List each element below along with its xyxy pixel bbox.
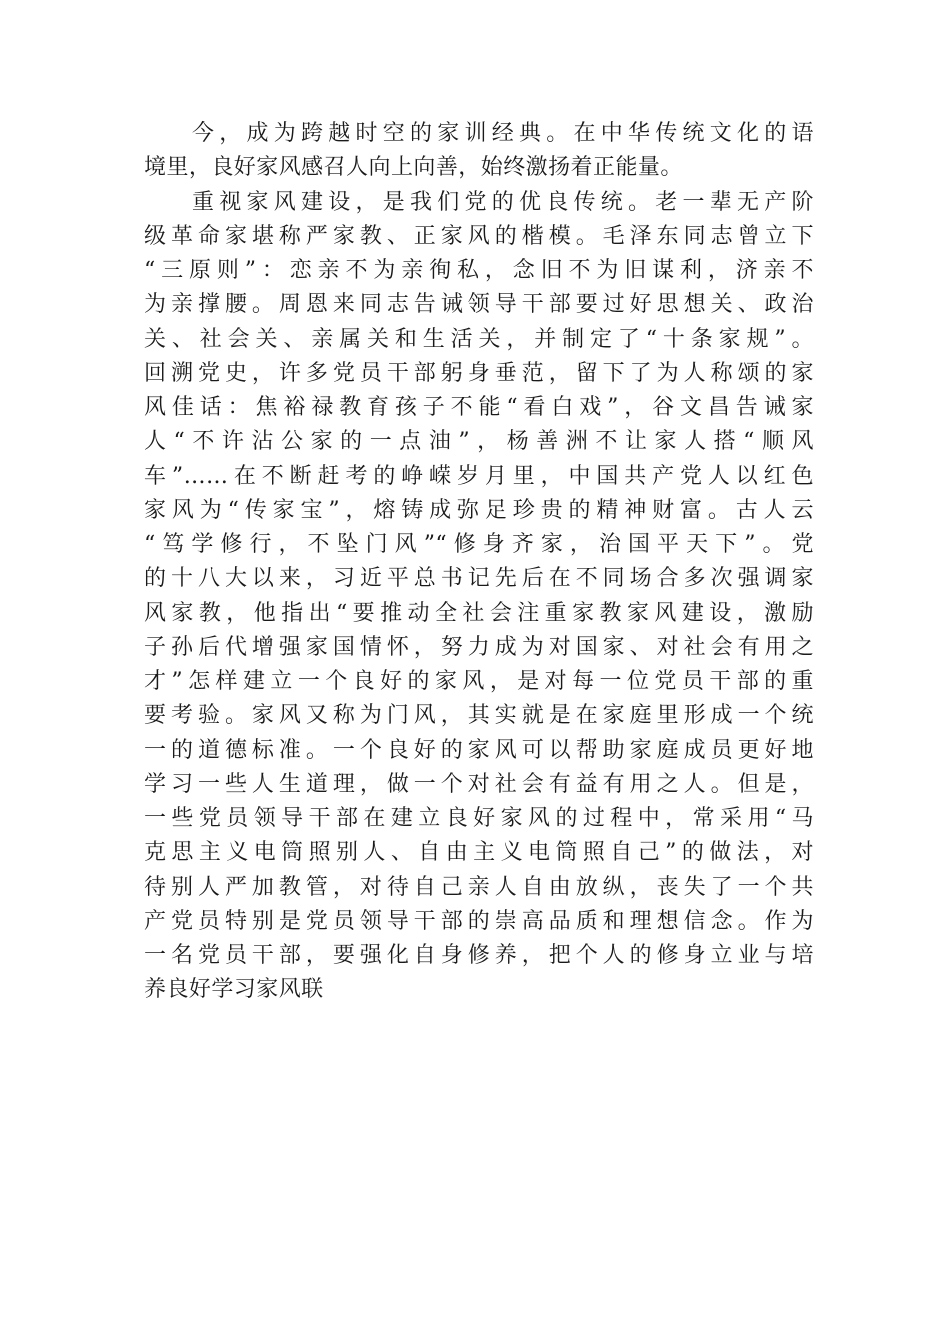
text-line: 才”怎样建立一个良好的家风，是对每一位党员干部的重	[144, 669, 814, 694]
text-line: 境里，良好家风感召人向上向善，始终激扬着正能量。	[144, 155, 683, 181]
text-line: 养良好学习家风联	[144, 977, 324, 1003]
text-line: 产党员特别是党员领导干部的崇高品质和理想信念。作为	[144, 908, 814, 934]
text-line: 一的道德标准。一个良好的家风可以帮助家庭成员更好地	[144, 737, 814, 763]
text-line: 为亲撑腰。周恩来同志告诫领导干部要过好思想关、政治	[144, 292, 814, 318]
text-line: 车”……在不断赶考的峥嵘岁月里，中国共产党人以红色	[144, 463, 814, 489]
text-line: “笃学修行，不坠门风”“修身齐家，治国平天下”。党	[144, 532, 814, 557]
text-line: 一名党员干部，要强化自身修养，把个人的修身立业与培	[144, 943, 814, 968]
text-line: 重视家风建设，是我们党的优良传统。老一辈无产阶	[192, 189, 814, 215]
text-line: 待别人严加教管，对待自己亲人自由放纵，丧失了一个共	[144, 874, 814, 900]
text-line: 关、社会关、亲属关和生活关，并制定了“十条家规”。	[144, 326, 814, 352]
text-line: “三原则”：恋亲不为亲徇私，念旧不为旧谋利，济亲不	[144, 258, 814, 283]
text-line: 一些党员领导干部在建立良好家风的过程中，常采用“马	[144, 806, 814, 831]
text-line: 今，成为跨越时空的家训经典。在中华传统文化的语	[192, 121, 814, 146]
text-line: 要考验。家风又称为门风，其实就是在家庭里形成一个统	[144, 703, 814, 729]
text-line: 学习一些人生道理，做一个对社会有益有用之人。但是，	[144, 771, 814, 797]
text-line: 回溯党史，许多党员干部躬身垂范，留下了为人称颂的家	[144, 360, 814, 386]
text-line: 克思主义电筒照别人、自由主义电筒照自己”的做法，对	[144, 840, 814, 866]
text-line: 风家教，他指出“要推动全社会注重家教家风建设，激励	[144, 600, 814, 626]
text-line: 子孙后代增强家国情怀，努力成为对国家、对社会有用之	[144, 634, 814, 660]
body-text	[144, 117, 814, 1008]
text-line: 人“不许沾公家的一点油”，杨善洲不让家人搭“顺风	[144, 429, 814, 455]
text-line: 的十八大以来，习近平总书记先后在不同场合多次强调家	[144, 566, 814, 592]
text-line: 风佳话：焦裕禄教育孩子不能“看白戏”，谷文昌告诫家	[144, 395, 814, 420]
text-line: 级革命家堪称严家教、正家风的楷模。毛泽东同志曾立下	[144, 223, 814, 249]
text-line: 家风为“传家宝”，熔铸成弥足珍贵的精神财富。古人云	[144, 497, 814, 523]
